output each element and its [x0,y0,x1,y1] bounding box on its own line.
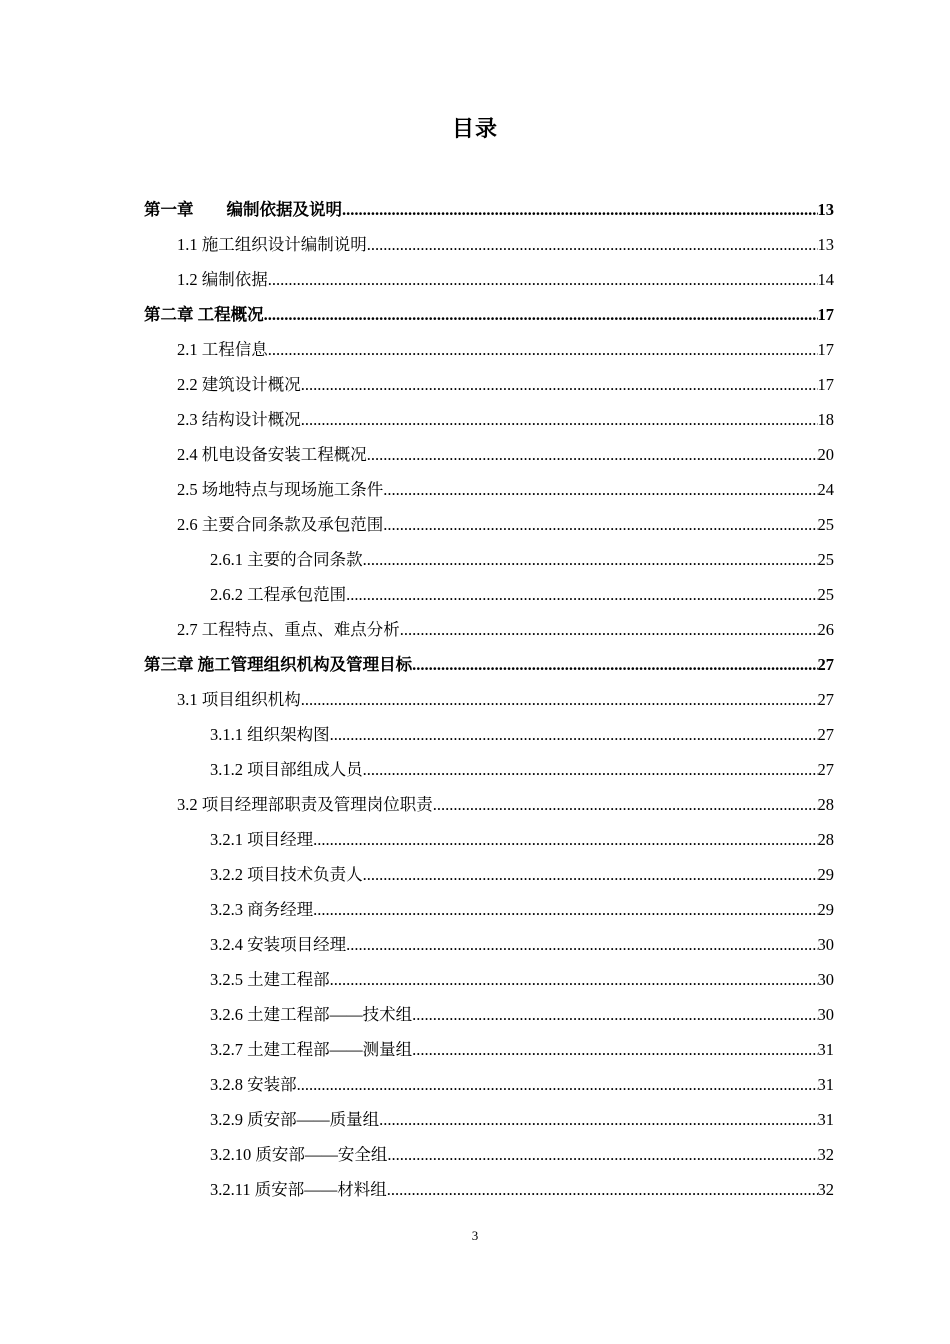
toc-dot-leader [268,332,818,367]
toc-entry-page-number: 13 [817,200,834,219]
toc-entry-title: 2.6 主要合同条款及承包范围 [177,515,384,534]
toc-dot-leader [383,472,817,507]
toc-entry-title: 3.2.1 项目经理 [210,830,314,849]
toc-dot-leader [387,1137,817,1172]
toc-section-entry[interactable] [144,507,834,542]
toc-entry-page-number: 32 [817,1180,834,1199]
toc-dot-leader [297,1067,818,1102]
toc-dot-leader [264,297,818,332]
toc-subsection-entry[interactable] [144,1102,834,1137]
toc-subsection-entry[interactable] [144,1137,834,1172]
toc-section-entry[interactable] [144,682,834,717]
toc-dot-leader [412,1032,817,1067]
toc-entry-title: 3.1 项目组织机构 [177,690,301,709]
toc-subsection-entry[interactable] [144,892,834,927]
toc-entry-page-number: 28 [817,795,834,814]
toc-dot-leader [313,822,817,857]
toc-entry-page-number: 27 [817,725,834,744]
toc-entry-page-number: 31 [817,1040,834,1059]
toc-entry-title: 3.2.3 商务经理 [210,900,314,919]
toc-entry-page-number: 25 [817,550,834,569]
toc-entry-title: 2.6.2 工程承包范围 [210,585,347,604]
toc-entry-title: 3.2.11 质安部——材料组 [210,1180,387,1199]
toc-dot-leader [346,927,817,962]
toc-entry-page-number: 31 [817,1075,834,1094]
toc-section-entry[interactable] [144,262,834,297]
toc-entry-page-number: 17 [817,305,834,324]
toc-dot-leader [342,192,818,227]
toc-dot-leader [313,892,817,927]
toc-entry-page-number: 28 [817,830,834,849]
toc-entry-title: 2.3 结构设计概况 [177,410,301,429]
toc-subsection-entry[interactable] [144,1172,834,1207]
toc-dot-leader [330,962,818,997]
toc-dot-leader [301,367,818,402]
toc-subsection-entry[interactable] [144,752,834,787]
toc-section-entry[interactable] [144,612,834,647]
toc-entry-page-number: 30 [817,970,834,989]
toc-entry-page-number: 17 [817,375,834,394]
toc-entry-title: 3.1.2 项目部组成人员 [210,760,363,779]
toc-subsection-entry[interactable] [144,1032,834,1067]
toc-section-entry[interactable] [144,787,834,822]
toc-section-entry[interactable] [144,367,834,402]
toc-dot-leader [268,262,818,297]
toc-entry-title: 2.2 建筑设计概况 [177,375,301,394]
toc-dot-leader [400,612,818,647]
toc-entry-page-number: 25 [817,585,834,604]
toc-dot-leader [379,1102,817,1137]
toc-section-entry[interactable] [144,437,834,472]
table-of-contents [144,192,834,1207]
toc-dot-leader [363,752,818,787]
toc-entry-title: 1.2 编制依据 [177,270,268,289]
toc-entry-page-number: 18 [817,410,834,429]
toc-dot-leader [301,682,818,717]
toc-dot-leader [383,507,817,542]
toc-entry-title: 2.6.1 主要的合同条款 [210,550,363,569]
toc-entry-page-number: 26 [817,620,834,639]
toc-entry-page-number: 25 [817,515,834,534]
toc-entry-page-number: 27 [817,760,834,779]
toc-dot-leader [412,997,817,1032]
toc-entry-page-number: 30 [817,1005,834,1024]
toc-subsection-entry[interactable] [144,857,834,892]
toc-section-entry[interactable] [144,472,834,507]
toc-entry-page-number: 17 [817,340,834,359]
toc-chapter-entry[interactable] [144,192,834,227]
toc-entry-title: 3.2.2 项目技术负责人 [210,865,363,884]
toc-subsection-entry[interactable] [144,962,834,997]
toc-chapter-entry[interactable] [144,647,834,682]
toc-entry-title: 3.2.10 质安部——安全组 [210,1145,388,1164]
toc-subsection-entry[interactable] [144,717,834,752]
toc-section-entry[interactable] [144,227,834,262]
toc-subsection-entry[interactable] [144,542,834,577]
toc-entry-title: 3.2.9 质安部——质量组 [210,1110,380,1129]
toc-entry-title: 第二章 工程概况 [144,305,264,324]
toc-dot-leader [433,787,818,822]
toc-dot-leader [301,402,818,437]
toc-dot-leader [346,577,817,612]
toc-entry-title: 2.1 工程信息 [177,340,268,359]
toc-entry-title: 3.1.1 组织架构图 [210,725,330,744]
toc-subsection-entry[interactable] [144,997,834,1032]
toc-dot-leader [363,857,818,892]
toc-subsection-entry[interactable] [144,927,834,962]
toc-subsection-entry[interactable] [144,1067,834,1102]
toc-dot-leader [367,437,818,472]
toc-entry-page-number: 27 [817,690,834,709]
toc-entry-page-number: 20 [817,445,834,464]
toc-entry-page-number: 24 [817,480,834,499]
toc-title: 目录 [451,117,498,142]
toc-entry-title: 2.4 机电设备安装工程概况 [177,445,367,464]
toc-entry-page-number: 27 [817,655,834,674]
toc-entry-title: 第一章 编制依据及说明 [144,200,342,219]
toc-dot-leader [367,227,818,262]
toc-entry-page-number: 14 [817,270,834,289]
toc-dot-leader [363,542,818,577]
toc-section-entry[interactable] [144,332,834,367]
toc-entry-title: 3.2.7 土建工程部——测量组 [210,1040,413,1059]
toc-entry-page-number: 31 [817,1110,834,1129]
toc-entry-page-number: 13 [817,235,834,254]
toc-chapter-entry[interactable] [144,297,834,332]
toc-entry-title: 2.5 场地特点与现场施工条件 [177,480,384,499]
toc-entry-title: 3.2 项目经理部职责及管理岗位职责 [177,795,433,814]
toc-entry-title: 3.2.4 安装项目经理 [210,935,347,954]
toc-entry-page-number: 30 [817,935,834,954]
toc-subsection-entry[interactable] [144,577,834,612]
toc-dot-leader [412,647,817,682]
page-number: 3 [471,1228,479,1243]
toc-subsection-entry[interactable] [144,822,834,857]
toc-entry-page-number: 29 [817,865,834,884]
toc-entry-title: 1.1 施工组织设计编制说明 [177,235,367,254]
toc-dot-leader [330,717,818,752]
toc-entry-title: 3.2.5 土建工程部 [210,970,330,989]
toc-entry-title: 3.2.8 安装部 [210,1075,297,1094]
toc-entry-title: 第三章 施工管理组织机构及管理目标 [144,655,413,674]
toc-entry-page-number: 32 [817,1145,834,1164]
toc-section-entry[interactable] [144,402,834,437]
toc-entry-title: 3.2.6 土建工程部——技术组 [210,1005,413,1024]
toc-entry-title: 2.7 工程特点、重点、难点分析 [177,620,400,639]
toc-entry-page-number: 29 [817,900,834,919]
toc-dot-leader [387,1172,818,1207]
